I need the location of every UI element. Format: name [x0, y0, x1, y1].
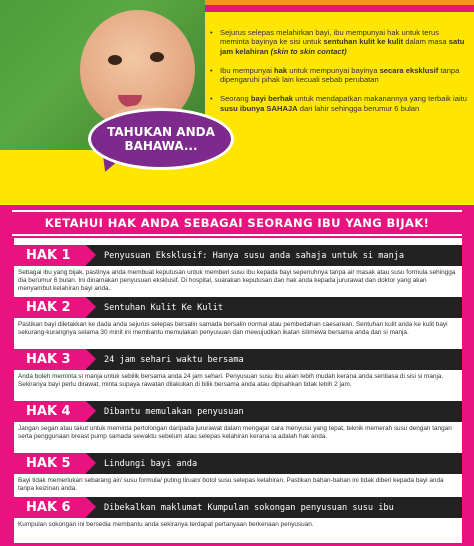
hak-tag: HAK 2 — [14, 297, 86, 318]
hak-tag: HAK 4 — [14, 401, 86, 422]
top-section — [0, 0, 474, 205]
hak-2 — [14, 297, 462, 337]
speech-bubble-text — [107, 125, 215, 153]
hak-title: Sentuhan Kulit Ke Kulit — [104, 302, 223, 313]
hak-body: Sebagai ibu yang bijak, pastinya anda membuat keputusan untuk memberi susu ibu kepada bayi sepenuhnya tanpa air masak atau susu formula sehingga dia berumur 6 bulan. Ini dinamakan penyusuan eksklusif. Di hospital, suarakan keputusan dan hak anda kepada jururawat dan doktor yang akan menyambut kelahiran bayi anda. — [18, 269, 456, 293]
hak-bar — [14, 401, 462, 422]
fact-bold: secara eksklusif — [379, 65, 439, 75]
bubble-line-1: TAHUKAN ANDA — [107, 125, 215, 139]
hak-body: Kumpulan sokongan ini bersedia membantu anda sekiranya terdapat pertanyaan berkenaan penyusuan. — [18, 521, 314, 528]
facts-list — [210, 28, 468, 123]
hak-title: Lindungi bayi anda — [104, 458, 198, 469]
fact-text: Sejurus selepas melahirkan bayi, ibu mempunyai hak untuk terus meminta bayinya ke sisi untuk — [220, 28, 440, 47]
hak-title: Penyusuan Eksklusif: Hanya susu anda sahaja untuk si manja — [104, 250, 405, 261]
hak-5 — [14, 453, 462, 493]
fact-bold: sentuhan kulit ke kulit — [323, 37, 404, 47]
hak-4 — [14, 401, 462, 441]
fact-text: Ibu mempunyai — [220, 65, 275, 75]
hak-title: 24 jam sehari waktu bersama — [104, 354, 244, 365]
fact-bold: bayi berhak — [250, 94, 294, 104]
fact-italic: (skin to skin contact) — [268, 46, 347, 56]
hak-bar — [14, 349, 462, 370]
fact-bold: hak — [274, 65, 288, 75]
rights-banner — [12, 210, 462, 236]
hak-tag: HAK 6 — [14, 497, 86, 518]
banner-title: KETAHUI HAK ANDA SEBAGAI SEORANG IBU YANG BIJAK! — [44, 216, 430, 230]
hak-title: Dibantu memulakan penyusuan — [104, 406, 244, 417]
hak-tag: HAK 3 — [14, 349, 86, 370]
fact-bold: susu ibunya SAHAJA — [220, 103, 298, 113]
hak-body: Anda boleh meminta si manja untuk sebilik bersama anda 24 jam sehari. Penyusuan susu ibu akan lebih mudah kerana anda sentiasa di sisi si manja. Sekiranya bayi perlu dirawat, minta supaya rawatan dilakukan di bilik bersama anda atau dipisahkan tidak lebih 2 jam. — [18, 373, 444, 389]
fact-text: Seorang — [220, 94, 251, 104]
hak-3 — [14, 349, 462, 389]
hak-6 — [14, 497, 462, 529]
hak-body: Pastikan bayi diletakkan ke dada anda sejurus selepas bersalin samada bersalin normal atau pembedahan caesarean. Sentuhan kulit anda ke kulit bayi sekurang-kurangnya selama 30 minit ini membantu memulakan penyusuan dan mewujudkan ikatan istimewa bersama anda dan si manja. — [18, 321, 448, 337]
hak-tag: HAK 5 — [14, 453, 86, 474]
fact-text: tanpa dipengaruhi pihak lain kecuali sebab perubatan — [220, 65, 460, 85]
bubble-line-2: BAHAWA... — [124, 139, 198, 153]
baby-eye-left — [108, 55, 122, 65]
fact-item — [210, 28, 468, 56]
main-section — [0, 205, 474, 546]
fact-text: untuk mendapatkan makanannya yang terbaik iaitu — [293, 94, 467, 104]
fact-item — [210, 66, 468, 85]
fact-text: untuk mempunyai bayinya — [287, 65, 380, 75]
fact-text: dalam masa — [403, 37, 449, 47]
fact-text: dari lahir sehingga berumur 6 bulan — [297, 103, 420, 113]
hak-bar — [14, 497, 462, 518]
hak-bar — [14, 297, 462, 318]
hak-body: Bayi tidak memerlukan sebarang air/ susu formula/ puting tiruan/ botol susu selepas kelahiran. Pastikan bahan-bahan ini tidak diberi kepada bayi anda tanpa keizinan anda. — [18, 477, 444, 493]
fact-bold: satu jam kelahiran — [220, 37, 465, 56]
hak-bar — [14, 245, 462, 266]
hak-1 — [14, 245, 462, 294]
fact-item — [210, 94, 468, 113]
hak-title: Dibekalkan maklumat Kumpulan sokongan penyusuan susu ibu — [104, 502, 394, 513]
hak-bar — [14, 453, 462, 474]
hak-body: Jangan segan atau takut untuk meminta pertolongan daripada jururawat dalam mengajar cara menyusu yang tepat, teknik memerah susu dengan tangan serta penggunaan breast pump samada sewaktu sebelum atau selepas kelahiran kerana ia adalah hak anda. — [18, 425, 452, 441]
baby-eye-right — [150, 52, 164, 62]
hak-tag: HAK 1 — [14, 245, 86, 266]
